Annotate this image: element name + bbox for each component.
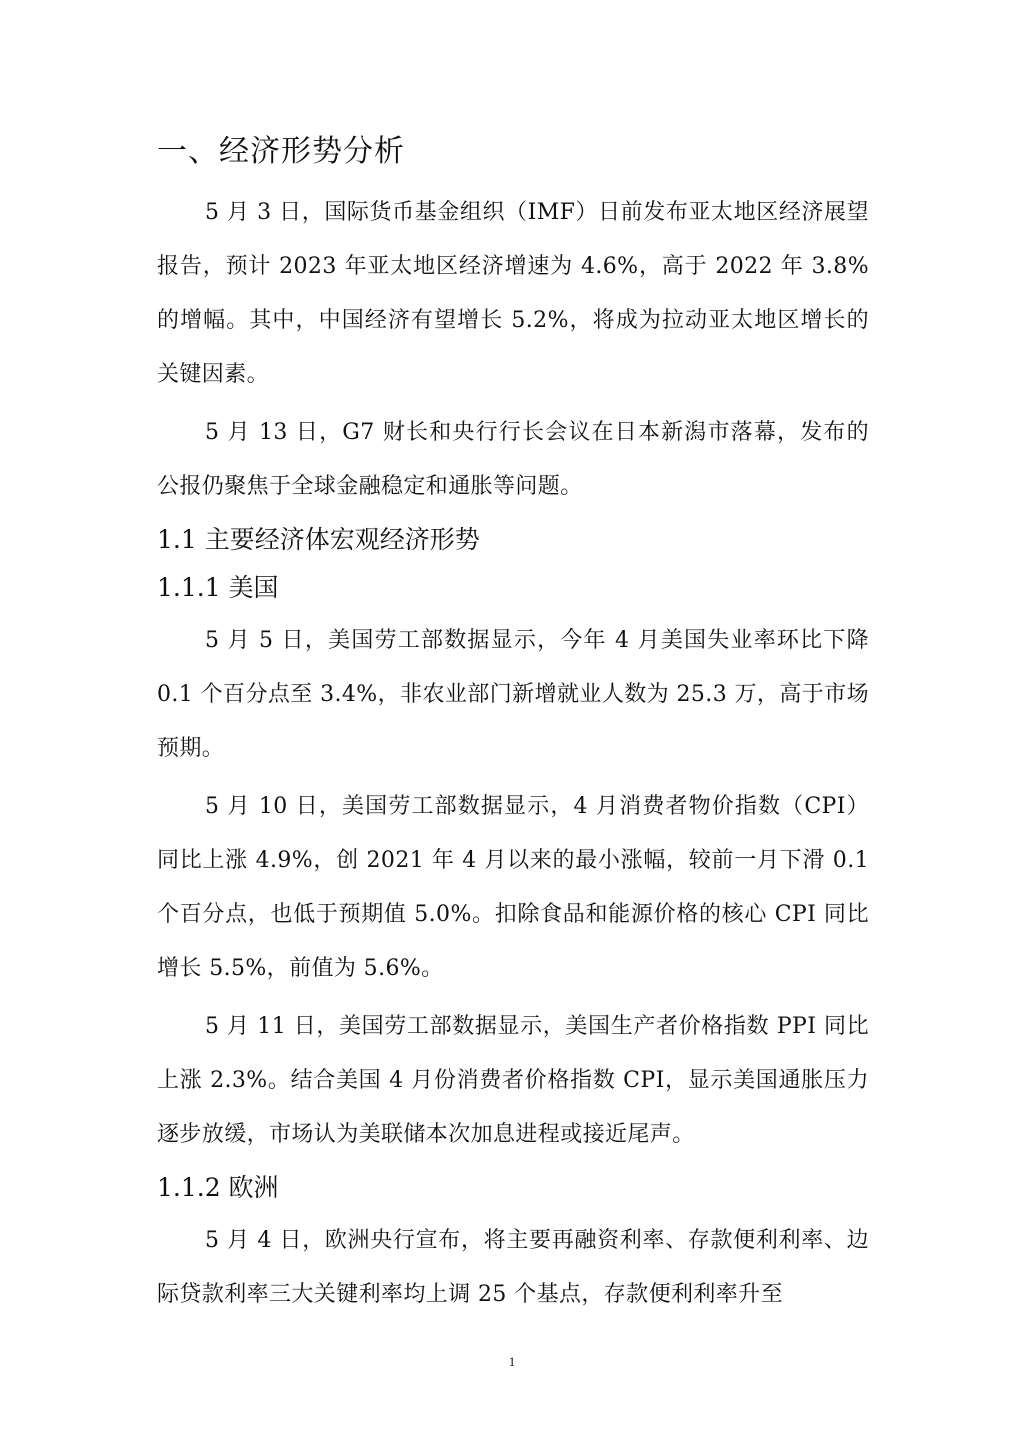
subsection-heading-major-economies: 1.1 主要经济体宏观经济形势	[157, 525, 480, 554]
paragraph-g7: 5 月 13 日，G7 财长和央行行长会议在日本新潟市落幕，发布的公报仍聚焦于全球金融稳定和通胀等问题。	[157, 420, 869, 499]
paragraph-imf: 5 月 3 日，国际货币基金组织（IMF）日前发布亚太地区经济展望报告，预计 2023 年亚太地区经济增速为 4.6%，高于 2022 年 3.8%的增幅。其中，中国经济有望增长 5.2%，将成为拉动亚太地区增长的关键因素。	[157, 200, 869, 387]
paragraph-us-ppi: 5 月 11 日，美国劳工部数据显示，美国生产者价格指数 PPI 同比上涨 2.3%。结合美国 4 月份消费者价格指数 CPI，显示美国通胀压力逐步放缓，市场认为美联储本次加息进程或接近尾声。	[157, 1014, 869, 1147]
subsection-heading-europe: 1.1.2 欧洲	[157, 1173, 279, 1202]
page-number: 1	[508, 1354, 516, 1369]
document-body	[157, 130, 869, 1326]
paragraph-us-cpi: 5 月 10 日，美国劳工部数据显示，4 月消费者物价指数（CPI）同比上涨 4.9%，创 2021 年 4 月以来的最小涨幅，较前一月下滑 0.1 个百分点，也低于预期值 5.0%。扣除食品和能源价格的核心 CPI 同比增长 5.5%，前值为 5.6%。	[157, 794, 869, 981]
section-title: 一、经济形势分析	[157, 134, 405, 169]
paragraph-ecb-rates: 5 月 4 日，欧洲央行宣布，将主要再融资利率、存款便利利率、边际贷款利率三大关键利率均上调 25 个基点，存款便利利率升至	[157, 1228, 869, 1307]
paragraph-us-unemployment: 5 月 5 日，美国劳工部数据显示，今年 4 月美国失业率环比下降 0.1 个百分点至 3.4%，非农业部门新增就业人数为 25.3 万，高于市场预期。	[157, 628, 869, 761]
subsection-heading-us: 1.1.1 美国	[157, 573, 279, 602]
